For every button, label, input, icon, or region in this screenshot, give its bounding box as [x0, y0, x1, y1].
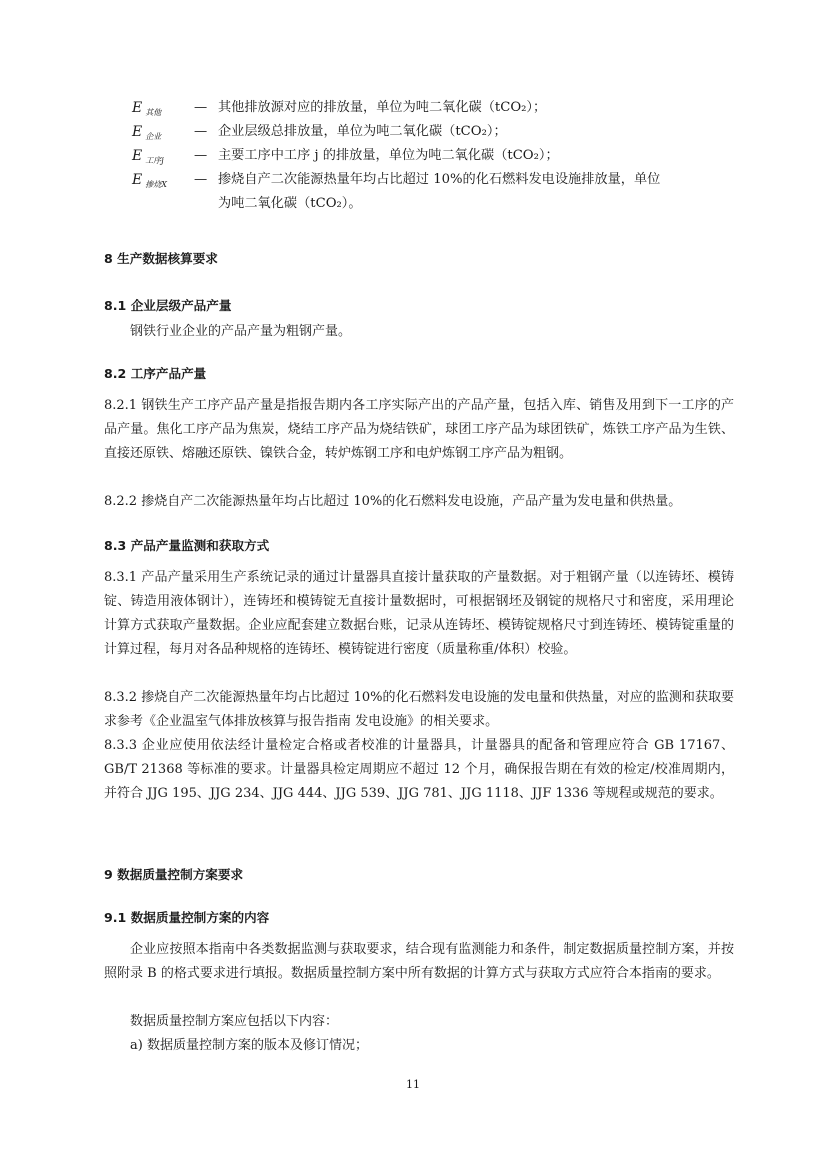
paragraph-8-1: 钢铁行业企业的产品产量为粗钢产量。 — [130, 324, 352, 339]
paragraph-8-3-1: 8.3.1 产品产量采用生产系统记录的通过计量器具直接计量获取的产量数据。对于粗钢产量（以连铸坯、模铸锭、铸造用液体钢计），连铸坯和模铸锭无直接计量数据时，可根据钢坯及钢锭的规格尺寸和密度，采用理论计算方式获取产量数据。企业应配套建立数据台账，记录从连铸坯、模铸锭规格尺寸到连铸坯、模铸锭重量的计算过程，每月对各品种规格的连铸坯、模铸锭进行密度（质量称重/体积）校验。 — [104, 570, 734, 657]
section-heading-8: 8 生产数据核算要求 — [104, 251, 218, 266]
section-heading-9-1: 9.1 数据质量控制方案的内容 — [104, 910, 270, 925]
paragraph-8-3-3: 8.3.3 企业应使用依法经计量检定合格或者校准的计量器具，计量器具的配备和管理应符合 GB 17167、GB/T 21368 等标准的要求。计量器具检定周期应不超过 12 个月，确保报告期在有效的检定/校准周期内，并符合 JJG 195、JJG 234、JJG 444、JJG 539、JJG 781、JJG 1118、JJF 1336 等规程或规范的要求。 — [104, 738, 734, 801]
section-heading-8-1: 8.1 企业层级产品产量 — [104, 298, 232, 313]
definition-dash: — — [194, 148, 208, 163]
definition-row — [104, 120, 744, 144]
symbol: E — [132, 100, 143, 116]
definition-dash: — — [194, 172, 208, 187]
paragraph-9-1-2: 数据质量控制方案应包括以下内容： — [130, 1014, 339, 1029]
symbol-definitions — [104, 96, 744, 216]
section-heading-8-3: 8.3 产品产量监测和获取方式 — [104, 538, 270, 553]
definition-text: 掺烧自产二次能源热量年均占比超过 10%的化石燃料发电设施排放量，单位 — [218, 172, 661, 187]
paragraph-8-2-1: 8.2.1 钢铁生产工序产品产量是指报告期内各工序实际产出的产品产量，包括入库、销售及用到下一工序的产品产量。焦化工序产品为焦炭，烧结工序产品为烧结铁矿，球团工序产品为球团铁矿，炼铁工序产品为生铁、直接还原铁、熔融还原铁、镍铁合金，转炉炼钢工序和电炉炼钢工序产品为粗钢。 — [104, 398, 734, 461]
paragraph-8-3-2: 8.3.2 掺烧自产二次能源热量年均占比超过 10%的化石燃料发电设施的发电量和供热量，对应的监测和获取要求参考《企业温室气体排放核算与报告指南 发电设施》的相关要求。 — [104, 690, 734, 729]
symbol-subscript: 掺烧X — [145, 180, 167, 189]
definition-text: 其他排放源对应的排放量，单位为吨二氧化碳（tCO₂）； — [218, 100, 547, 115]
paragraph-9-1-1: 企业应按照本指南中各类数据监测与获取要求，结合现有监测能力和条件，制定数据质量控制方案，并按照附录 B 的格式要求进行填报。数据质量控制方案中所有数据的计算方式与获取方式应符合本指南的要求。 — [104, 942, 734, 981]
definition-text: 企业层级总排放量，单位为吨二氧化碳（tCO₂）； — [218, 124, 507, 139]
definition-text-continued: 为吨二氧化碳（tCO₂）。 — [218, 196, 362, 211]
definition-row — [104, 96, 744, 120]
paragraph-8-2-2: 8.2.2 掺烧自产二次能源热量年均占比超过 10%的化石燃料发电设施，产品产量为发电量和供热量。 — [104, 494, 682, 509]
definition-dash: — — [194, 124, 208, 139]
section-heading-9: 9 数据质量控制方案要求 — [104, 867, 244, 882]
definition-row — [104, 144, 744, 168]
symbol-subscript: 企业 — [145, 132, 162, 141]
section-heading-8-2: 8.2 工序产品产量 — [104, 366, 207, 381]
list-item-a: a) 数据质量控制方案的版本及修订情况； — [130, 1038, 368, 1053]
symbol-subscript: 工序j — [145, 156, 164, 165]
page-number: 11 — [406, 1078, 420, 1091]
definition-text: 主要工序中工序 j 的排放量，单位为吨二氧化碳（tCO₂）； — [218, 148, 559, 163]
symbol: E — [132, 148, 143, 164]
symbol: E — [132, 172, 143, 188]
symbol: E — [132, 124, 143, 140]
definition-row — [104, 168, 744, 216]
symbol-subscript: 其他 — [145, 108, 162, 117]
definition-dash: — — [194, 100, 208, 115]
